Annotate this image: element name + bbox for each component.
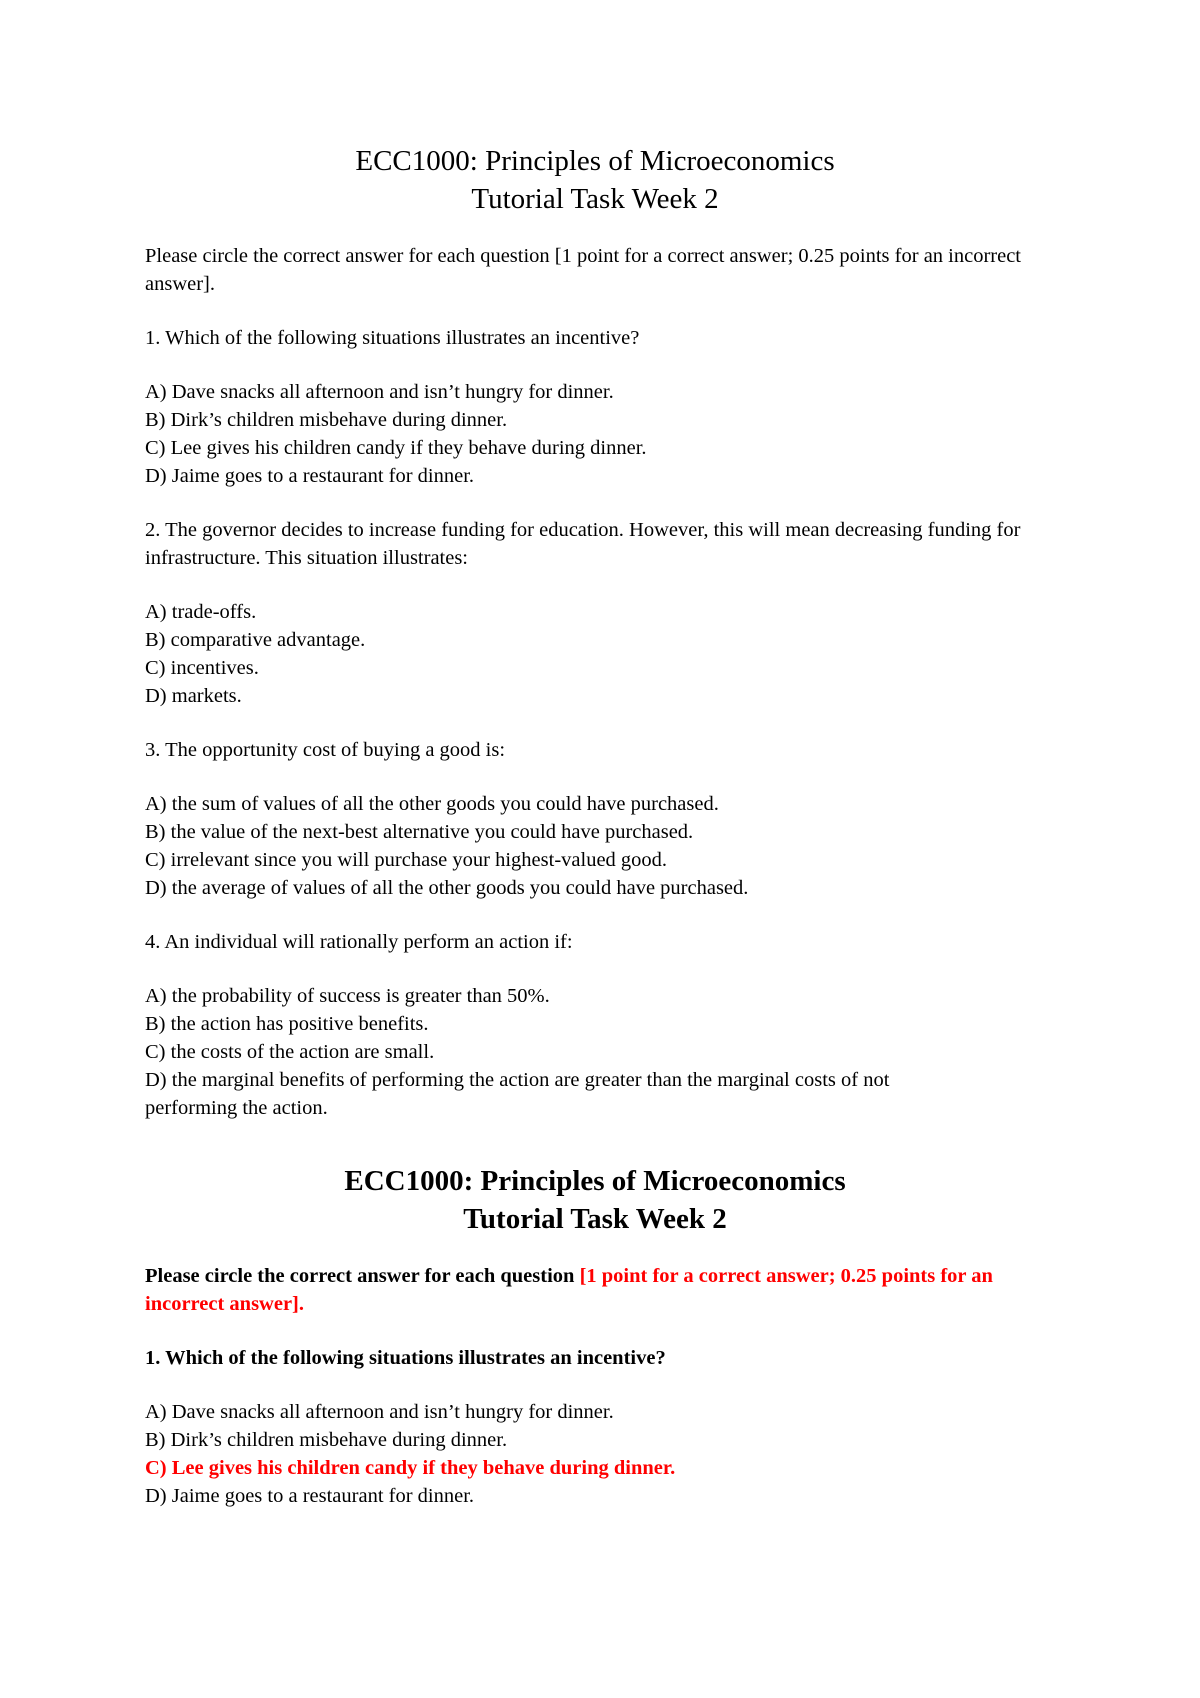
answer-key-title-block	[145, 1162, 1045, 1238]
question-3-option-b: B) the value of the next-best alternative you could have purchased.	[145, 821, 694, 843]
answer-key-task-title: Tutorial Task Week 2	[463, 1203, 727, 1235]
question-3-option-a: A) the sum of values of all the other goods you could have purchased.	[145, 793, 719, 815]
task-title: Tutorial Task Week 2	[471, 183, 719, 215]
title-block	[145, 142, 1045, 218]
answer-key-scoring-note: [1 point for a correct answer; 0.25 points for an incorrect answer].	[145, 1265, 993, 1315]
question-3-stem: 3. The opportunity cost of buying a good is:	[145, 739, 506, 761]
question-4-option-b: B) the action has positive benefits.	[145, 1013, 429, 1035]
answer-key-option-b: B) Dirk’s children misbehave during dinner.	[145, 1429, 508, 1451]
question-2-option-b: B) comparative advantage.	[145, 629, 366, 651]
question-1-options	[145, 378, 1045, 490]
question-1-option-c: C) Lee gives his children candy if they behave during dinner.	[145, 437, 647, 459]
answer-key-section	[145, 1162, 1045, 1510]
document-content	[145, 142, 1045, 1536]
answer-key-option-a: A) Dave snacks all afternoon and isn’t hungry for dinner.	[145, 1401, 614, 1423]
answer-key-instructions	[145, 1262, 1045, 1318]
question-1-option-b: B) Dirk’s children misbehave during dinner.	[145, 409, 508, 431]
question-4-options	[145, 982, 1045, 1122]
answer-key-question-1-options	[145, 1398, 1045, 1510]
answer-key-question-1-stem: 1. Which of the following situations illustrates an incentive?	[145, 1347, 666, 1369]
question-2-options	[145, 598, 1045, 710]
question-1-stem: 1. Which of the following situations illustrates an incentive?	[145, 327, 640, 349]
question-2-stem: 2. The governor decides to increase funding for education. However, this will mean decreasing funding for infrastructure. This situation illustrates:	[145, 519, 1021, 569]
answer-key-instructions-text: Please circle the correct answer for each question	[145, 1265, 580, 1287]
question-2-option-a: A) trade-offs.	[145, 601, 257, 623]
question-2-option-d: D) markets.	[145, 685, 242, 707]
question-1-option-a: A) Dave snacks all afternoon and isn’t hungry for dinner.	[145, 381, 614, 403]
question-1-option-d: D) Jaime goes to a restaurant for dinner.	[145, 465, 475, 487]
question-4-option-d: D) the marginal benefits of performing the action are greater than the marginal costs of not performing the action.	[145, 1069, 890, 1119]
instructions: Please circle the correct answer for each question [1 point for a correct answer; 0.25 points for an incorrect answer].	[145, 245, 1022, 295]
question-3-option-c: C) irrelevant since you will purchase your highest-valued good.	[145, 849, 668, 871]
question-4-option-a: A) the probability of success is greater than 50%.	[145, 985, 550, 1007]
question-4-option-c: C) the costs of the action are small.	[145, 1041, 435, 1063]
question-4-stem: 4. An individual will rationally perform an action if:	[145, 931, 573, 953]
question-3-option-d: D) the average of values of all the other goods you could have purchased.	[145, 877, 749, 899]
question-3-options	[145, 790, 1045, 902]
course-title: ECC1000: Principles of Microeconomics	[355, 145, 835, 177]
answer-key-option-d: D) Jaime goes to a restaurant for dinner.	[145, 1485, 475, 1507]
answer-key-course-title: ECC1000: Principles of Microeconomics	[344, 1165, 846, 1197]
question-2-option-c: C) incentives.	[145, 657, 259, 679]
answer-key-correct-option-c: C) Lee gives his children candy if they behave during dinner.	[145, 1457, 676, 1479]
